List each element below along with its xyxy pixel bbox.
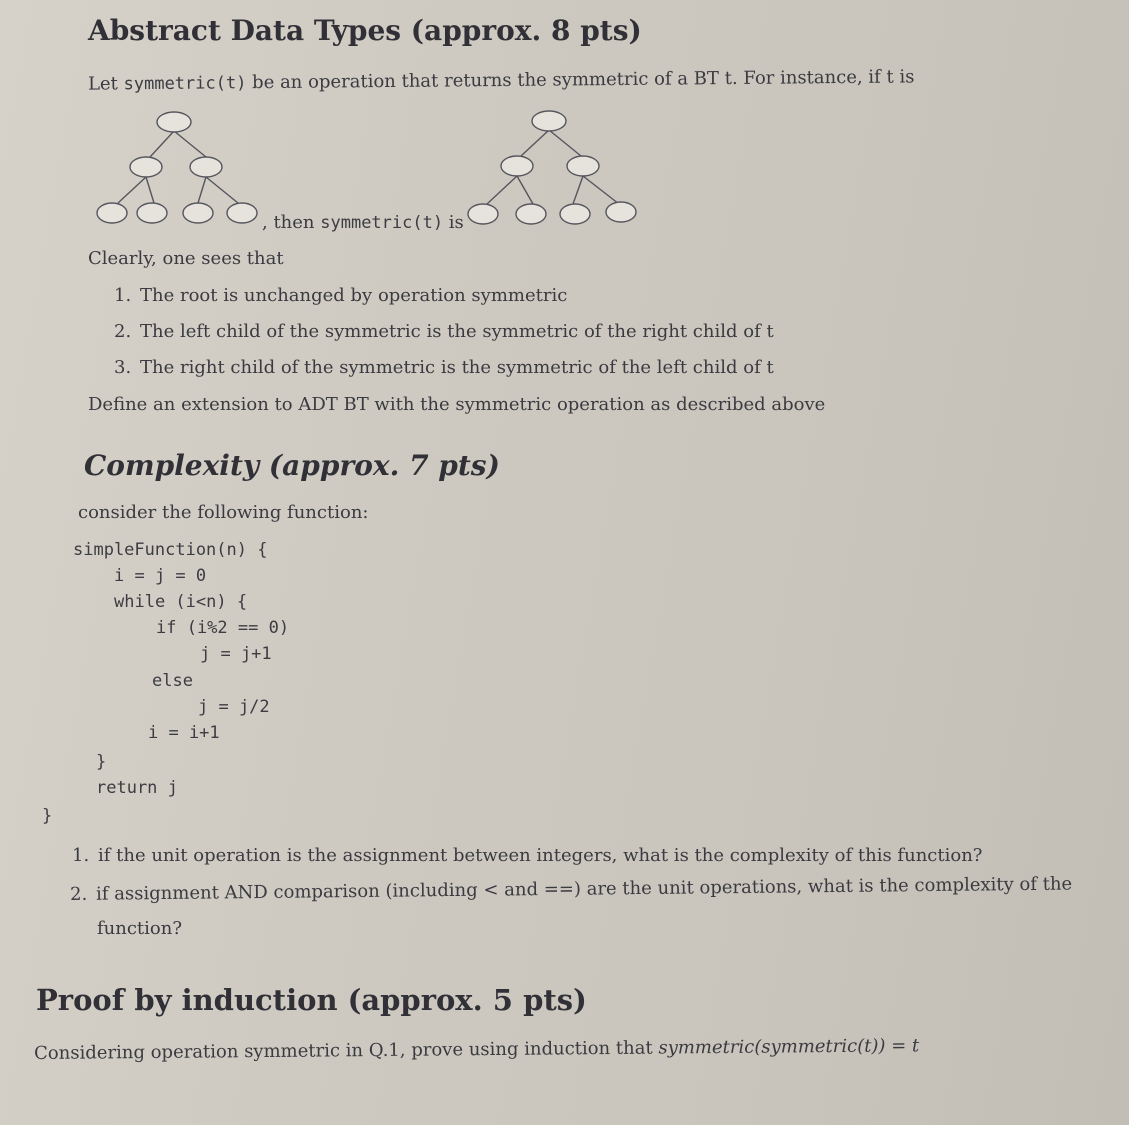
tree-node (516, 204, 546, 224)
code-line-6: else (152, 671, 193, 691)
tree-node (560, 204, 590, 224)
tree-node (501, 156, 533, 176)
code-line-10: return j (96, 778, 178, 798)
adt-define: Define an extension to ADT BT with the symmetric operation as described above (88, 394, 826, 415)
tree-symmetric-diagram (465, 106, 645, 231)
tree-node (157, 112, 191, 132)
tree-node (137, 203, 167, 223)
complexity-consider: consider the following function: (78, 502, 369, 523)
code-line-9: } (96, 752, 107, 772)
proof-text (34, 1035, 919, 1064)
adt-intro-b: be an operation that returns the symmetric of a BT t. For instance, if t is (246, 66, 915, 94)
code-line-5: j = j+1 (200, 644, 272, 664)
complexity-question-1 (72, 845, 982, 866)
list-number: 2. (70, 883, 88, 905)
code-line-11: } (42, 806, 53, 826)
complexity-question-2 (70, 874, 1072, 905)
question-text: if assignment AND comparison (including < and ==) are the unit operations, what is the complexity of the (95, 873, 1073, 905)
tree-node (190, 157, 222, 177)
adt-intro (88, 66, 915, 94)
tree-node (606, 202, 636, 222)
tree-node (97, 203, 127, 223)
proof-title: Proof by induction (approx. 5 pts) (36, 983, 587, 1017)
complexity-title-text: Complexity (approx. 7 pts) (84, 449, 500, 482)
tree-node (567, 156, 599, 176)
code-line-7: j = j/2 (198, 697, 270, 717)
question-text: if the unit operation is the assignment between integers, what is the complexity of this function? (98, 845, 983, 866)
adt-intro-a: Let (87, 73, 124, 95)
proof-text-body: Considering operation symmetric in Q.1, prove using induction that (34, 1037, 659, 1064)
adt-list-item-3 (114, 357, 774, 378)
adt-then-code: symmetric(t) (320, 213, 444, 233)
code-line-8: i = i+1 (148, 723, 220, 743)
tree-node (183, 203, 213, 223)
list-number: 3. (114, 357, 132, 378)
adt-clearly: Clearly, one sees that (88, 248, 284, 269)
list-number: 2. (114, 321, 132, 342)
list-number: 1. (114, 285, 132, 306)
tree-node (130, 157, 162, 177)
list-text: The left child of the symmetric is the symmetric of the right child of t (140, 321, 774, 342)
adt-list-item-2 (114, 321, 774, 342)
tree-node (468, 204, 498, 224)
code-line-4: if (i%2 == 0) (156, 618, 290, 638)
adt-then-b: is (443, 212, 464, 233)
adt-then (262, 212, 464, 233)
proof-formula: symmetric(symmetric(t)) (658, 1035, 886, 1059)
adt-list-item-1 (114, 285, 567, 306)
proof-equals: = t (885, 1035, 920, 1057)
adt-intro-code: symmetric(t) (123, 73, 247, 95)
adt-then-a: , then (262, 212, 321, 233)
complexity-title (84, 449, 500, 482)
code-line-2: i = j = 0 (114, 566, 207, 586)
tree-node (532, 111, 566, 131)
tree-t-diagram (88, 105, 268, 230)
adt-title: Abstract Data Types (approx. 8 pts) (88, 14, 642, 47)
list-text: The right child of the symmetric is the symmetric of the left child of t (140, 357, 774, 378)
code-line-1: simpleFunction(n) { (73, 540, 268, 560)
complexity-question-2-cont: function? (97, 918, 182, 939)
list-number: 1. (72, 845, 90, 866)
code-line-3: while (i<n) { (114, 592, 248, 612)
list-text: The root is unchanged by operation symmetric (140, 285, 568, 306)
tree-node (227, 203, 257, 223)
